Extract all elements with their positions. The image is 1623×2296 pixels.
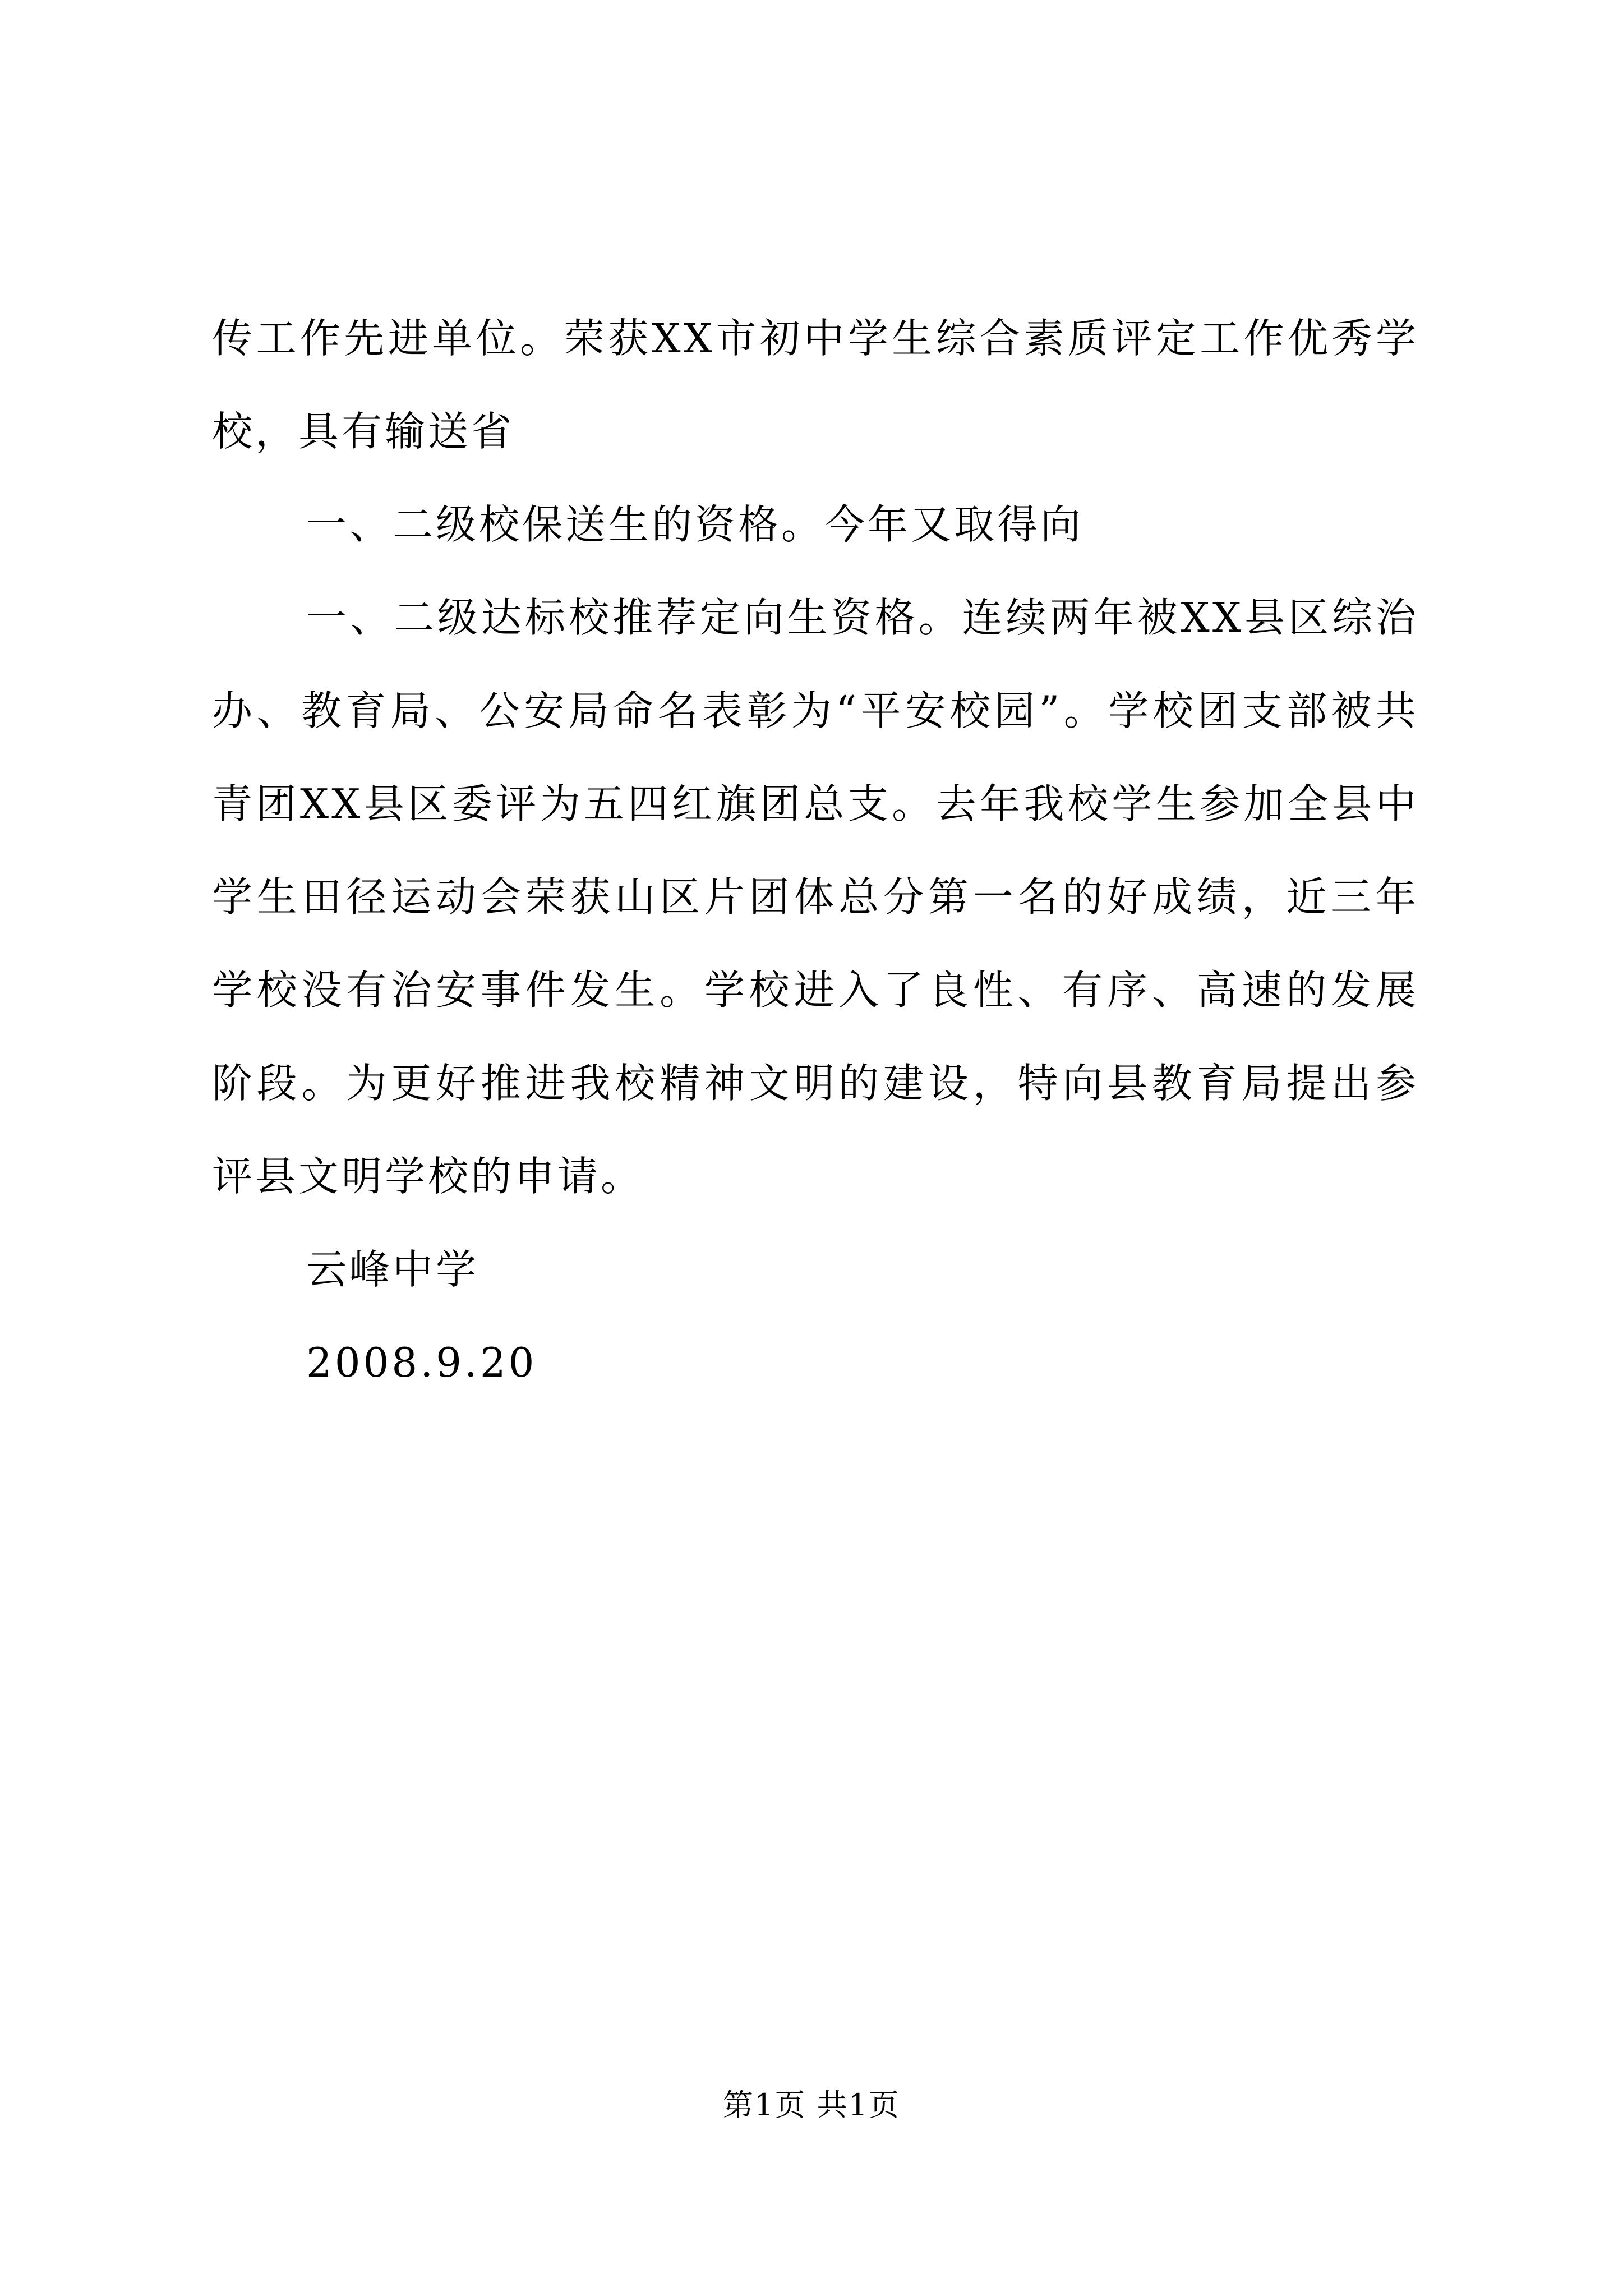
paragraph-continuation: 传工作先进单位。荣获XX市初中学生综合素质评定工作优秀学校，具有输送省 [212,315,1419,455]
signature-school-name: 云峰中学 [306,1246,479,1293]
page-footer [0,2086,1623,2125]
signature-date: 2008.9.20 [306,1339,537,1386]
document-body [212,292,1419,1409]
paragraph-qualification: 一、二级校保送生的资格。今年又取得向 [306,501,1084,548]
page-number-label: 第1页 共1页 [723,2087,900,2123]
paragraph-achievements: 一、二级达标校推荐定向生资格。连续两年被XX县区综治办、教育局、公安局命名表彰为“平安校园”。学校团支部被共青团XX县区委评为五四红旗团总支。去年我校学生参加全县中学生田径运动会荣获山区片团体总分第一名的好成绩，近三年学校没有治安事件发生。学校进入了良性、有序、高速的发展阶段。为更好推进我校精神文明的建设，特向县教育局提出参评县文明学校的申请。 [212,594,1419,1200]
